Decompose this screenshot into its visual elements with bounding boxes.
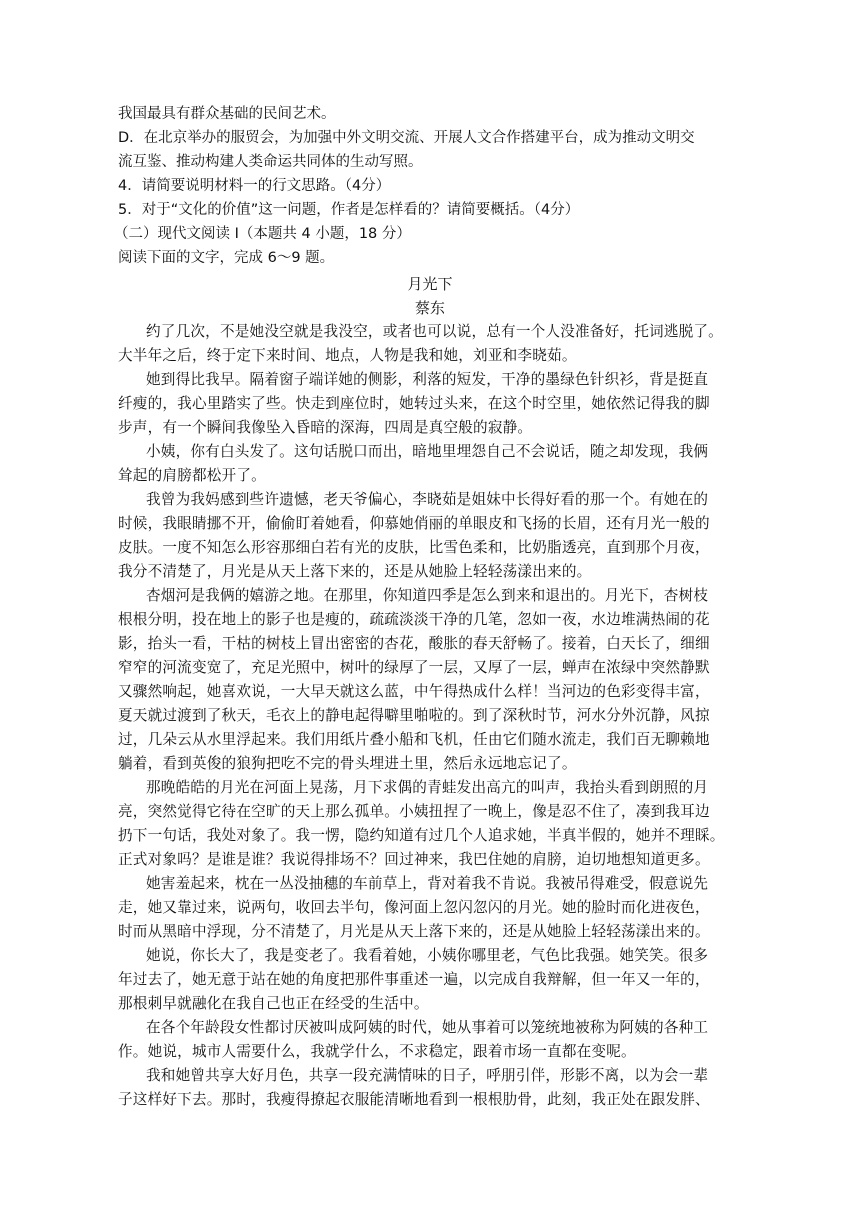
story-line: 时候，我眼睛挪不开，偷偷盯着她看，仰慕她俏丽的单眼皮和飞扬的长眉，还有月光一般的 <box>118 515 710 532</box>
question-5: 5．对于“文化的价值”这一问题，作者是怎样看的？请简要概括。（4分） <box>118 202 580 218</box>
story-line: 我分不清楚了，月光是从天上落下来的，还是从她脸上轻轻荡漾出来的。 <box>118 563 592 580</box>
story-line: 小姨，你有白头发了。这句话脱口而出，暗地里埋怨自己不会说话，随之却发现，我俩 <box>146 443 709 460</box>
story-title: 月光下 <box>407 275 453 293</box>
story-line: 躺着，看到英俊的狼狗把吃不完的骨头埋进土里，然后永远地忘记了。 <box>118 755 577 772</box>
story-line: 在各个年龄段女性都讨厌被叫成阿姨的时代，她从事着可以笼统地被称为阿姨的各种工 <box>146 1019 709 1036</box>
story-line: 皮肤。一度不知怎么形容那细白若有光的皮肤，比雪色柔和，比奶脂透亮，直到那个月夜， <box>118 539 710 556</box>
option-d-line-1: D．在北京举办的服贸会，为加强中外文明交流、开展人文合作搭建平台，成为推动文明交 <box>118 130 695 146</box>
story-line: 我曾为我妈感到些许遗憾，老天爷偏心，李晓茹是姐妹中长得好看的那一个。有她在的 <box>146 491 709 508</box>
story-line: 耸起的肩膀都松开了。 <box>118 467 266 484</box>
option-d-line-2: 流互鉴、推动构建人类命运共同体的生动写照。 <box>118 154 423 170</box>
story-line: 子这样好下去。那时，我瘦得撩起衣服能清晰地看到一根根肋骨，此刻，我正处在跟发胖、 <box>118 1091 710 1108</box>
story-line: 她到得比我早。隔着窗子端详她的侧影，利落的短发，干净的墨绿色针织衫，背是挺直 <box>146 371 709 388</box>
instruction: 阅读下面的文字，完成 6～9 题。 <box>118 250 335 266</box>
story-line: 那根刺早就融化在我自己也正在经受的生活中。 <box>118 995 429 1012</box>
story-line: 过，几朵云从水里浮起来。我们用纸片叠小船和飞机，任由它们随水流走，我们百无聊赖地 <box>118 731 710 748</box>
story-line: 那晚皓皓的月光在河面上晃荡，月下求偶的青蛙发出高亢的叫声，我抬头看到朗照的月 <box>146 779 709 796</box>
story-line: 正式对象吗？是谁是谁？我说得排场不？回过神来，我巴住她的肩膀，迫切地想知道更多。 <box>118 851 710 868</box>
story-line: 她说，你长大了，我是变老了。我看着她，小姨你哪里老，气色比我强。她笑笑。很多 <box>146 947 709 964</box>
story-line: 约了几次，不是她没空就是我没空，或者也可以说，总有一个人没准备好，托词逃脱了。 <box>146 323 723 340</box>
preamble-tail: 我国最具有群众基础的民间艺术。 <box>118 106 336 122</box>
story-line: 她害羞起来，枕在一丛没抽穗的车前草上，背对着我不肯说。我被吊得难受，假意说先 <box>146 875 709 892</box>
story-line: 纤瘦的，我心里踏实了些。快走到座位时，她转过头来，在这个时空里，她依然记得我的脚 <box>118 395 710 412</box>
story-line: 杏烟河是我俩的嬉游之地。在那里，你知道四季是怎么到来和退出的。月光下，杏树枝 <box>146 587 709 604</box>
story-line: 扔下一句话，我处对象了。我一愣，隐约知道有过几个人追求她，半真半假的，她并不理睬。 <box>118 827 725 844</box>
section-heading: （二）现代文阅读 I（本题共 4 小题，18 分） <box>114 226 411 242</box>
story-line: 我和她曾共享大好月色，共享一段充满情味的日子，呼朋引伴，形影不离，以为会一辈 <box>146 1067 709 1084</box>
story-line: 时而从黑暗中浮现，分不清楚了，月光是从天上落下来的，还是从她脸上轻轻荡漾出来的。 <box>118 923 710 940</box>
story-line: 作。她说，城市人需要什么，我就学什么，不求稳定，跟着市场一直都在变呢。 <box>118 1043 636 1060</box>
story-line: 大半年之后，终于定下来时间、地点，人物是我和她，刘亚和李晓茹。 <box>118 347 577 364</box>
story-line: 年过去了，她无意于站在她的角度把那件事重述一遍，以完成自我辩解，但一年又一年的， <box>118 971 710 988</box>
story-line: 步声，有一个瞬间我像坠入昏暗的深海，四周是真空般的寂静。 <box>118 419 533 436</box>
story-author: 蔡东 <box>414 299 445 317</box>
story-line: 走，她又靠过来，说两句，收回去半句，像河面上忽闪忽闪的月光。她的脸时而化进夜色， <box>118 899 710 916</box>
question-4: 4．请简要说明材料一的行文思路。（4分） <box>118 178 391 194</box>
story-line: 又骤然响起，她喜欢说，一大早天就这么蓝，中午得热成什么样！当河边的色彩变得丰富， <box>118 683 710 700</box>
story-line: 根根分明，投在地上的影子也是瘦的，疏疏淡淡干净的几笔，忽如一夜，水边堆满热闹的花 <box>118 611 710 628</box>
story-line: 夏天就过渡到了秋天，毛衣上的静电起得噼里啪啦的。到了深秋时节，河水分外沉静，风掠 <box>118 707 710 724</box>
story-line: 亮，突然觉得它待在空旷的天上那么孤单。小姨扭捏了一晚上，像是忍不住了，凑到我耳边 <box>118 803 710 820</box>
story-line: 影，抬头一看，干枯的树枝上冒出密密的杏花，酸胀的春天舒畅了。接着，白天长了，细细 <box>118 635 710 652</box>
story-line: 窄窄的河流变宽了，充足光照中，树叶的绿厚了一层，又厚了一层，蝉声在浓绿中突然静默 <box>118 659 710 676</box>
